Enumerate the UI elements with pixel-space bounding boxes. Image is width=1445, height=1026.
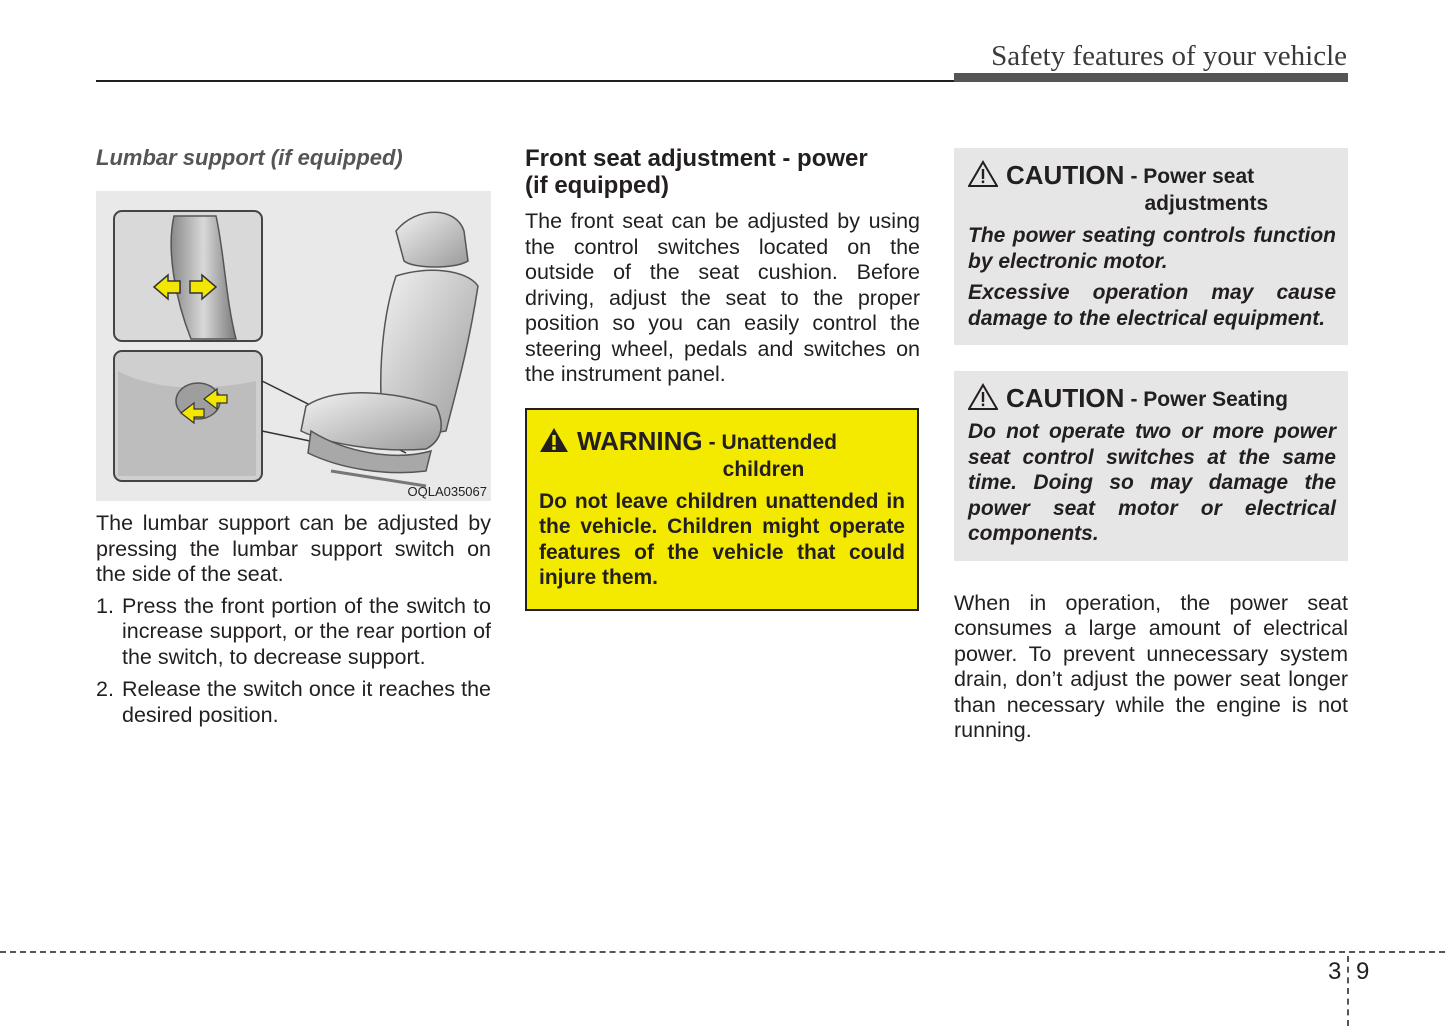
caution-box-seating — [954, 371, 1348, 561]
warning-icon — [539, 426, 569, 454]
header-rule-thick — [954, 73, 1348, 82]
power-seat-heading — [525, 145, 920, 199]
header-title: Safety features of your vehicle — [991, 40, 1347, 72]
warning-subject — [709, 429, 837, 483]
lumbar-intro: The lumbar support can be adjusted by pressing the lumbar support switch on the side of the seat. — [96, 511, 491, 586]
list-item — [96, 594, 491, 671]
step-number: 2. — [96, 677, 114, 701]
column-lumbar — [96, 145, 491, 735]
caution-header — [968, 160, 1336, 217]
seat-illustration — [96, 191, 491, 501]
lumbar-steps — [96, 594, 491, 729]
power-draw-body: When in operation, the power seat consumes a large amount of electrical power. To prevent unnecessary system drain, don’t adjust the power seat longer than necessary while the engine is not running. — [954, 590, 1348, 742]
warning-header — [539, 426, 905, 483]
caution-subject: - Power Seating — [1130, 388, 1288, 411]
caution-paragraph: Excessive operation may cause damage to the electrical equipment. — [968, 281, 1336, 330]
header-rule — [96, 80, 954, 82]
caution-subject-line-1: - Power seat — [1130, 165, 1255, 188]
column-power-seat — [525, 145, 920, 611]
column-cautions — [954, 148, 1348, 744]
warning-subject-line-1: - Unattended — [708, 430, 837, 454]
caution-paragraph: Do not operate two or more power seat control switches at the same time. Doing so may damage the power seat motor or electrical components. — [968, 420, 1336, 545]
lumbar-subheading: Lumbar support (if equipped) — [96, 145, 403, 170]
list-item — [96, 677, 491, 728]
caution-icon — [968, 383, 998, 411]
page-number: 9 — [1356, 958, 1370, 985]
caution-paragraph: The power seating controls function by electronic motor. — [968, 224, 1336, 273]
caution-label: CAUTION — [1006, 383, 1125, 413]
seat-figure — [96, 191, 491, 501]
warning-label: WARNING — [577, 425, 703, 456]
heading-line-2: (if equipped) — [525, 172, 669, 199]
figure-code: OQLA035067 — [407, 484, 487, 499]
warning-subject-line-2: children — [722, 457, 805, 481]
footer-rule — [0, 951, 1445, 953]
warning-box — [525, 408, 919, 611]
caution-subject — [1130, 163, 1268, 217]
page-number-separator — [1347, 956, 1349, 1026]
step-number: 1. — [96, 593, 114, 618]
heading-line-1: Front seat adjustment - power — [525, 145, 868, 172]
warning-text: Do not leave children unattended in the vehicle. Children might operate features of the vehicle that could injure them. — [539, 489, 905, 589]
step-text: Release the switch once it reaches the desired position. — [122, 677, 491, 727]
caution-subject-line-2: adjustments — [1144, 192, 1269, 215]
step-text: Press the front portion of the switch to increase support, or the rear portion of the switch, to decrease support. — [122, 593, 491, 669]
caution-box-adjustments — [954, 148, 1348, 345]
section-number: 3 — [1328, 958, 1342, 985]
power-seat-body: The front seat can be adjusted by using the control switches located on the outside of the seat cushion. Before driving, adjust the seat to the proper position so you can easily control the steering wheel, pedals and switches on the instrument panel. — [525, 209, 920, 386]
caution-label: CAUTION — [1006, 160, 1125, 190]
caution-header — [968, 383, 1336, 413]
caution-icon — [968, 160, 998, 188]
